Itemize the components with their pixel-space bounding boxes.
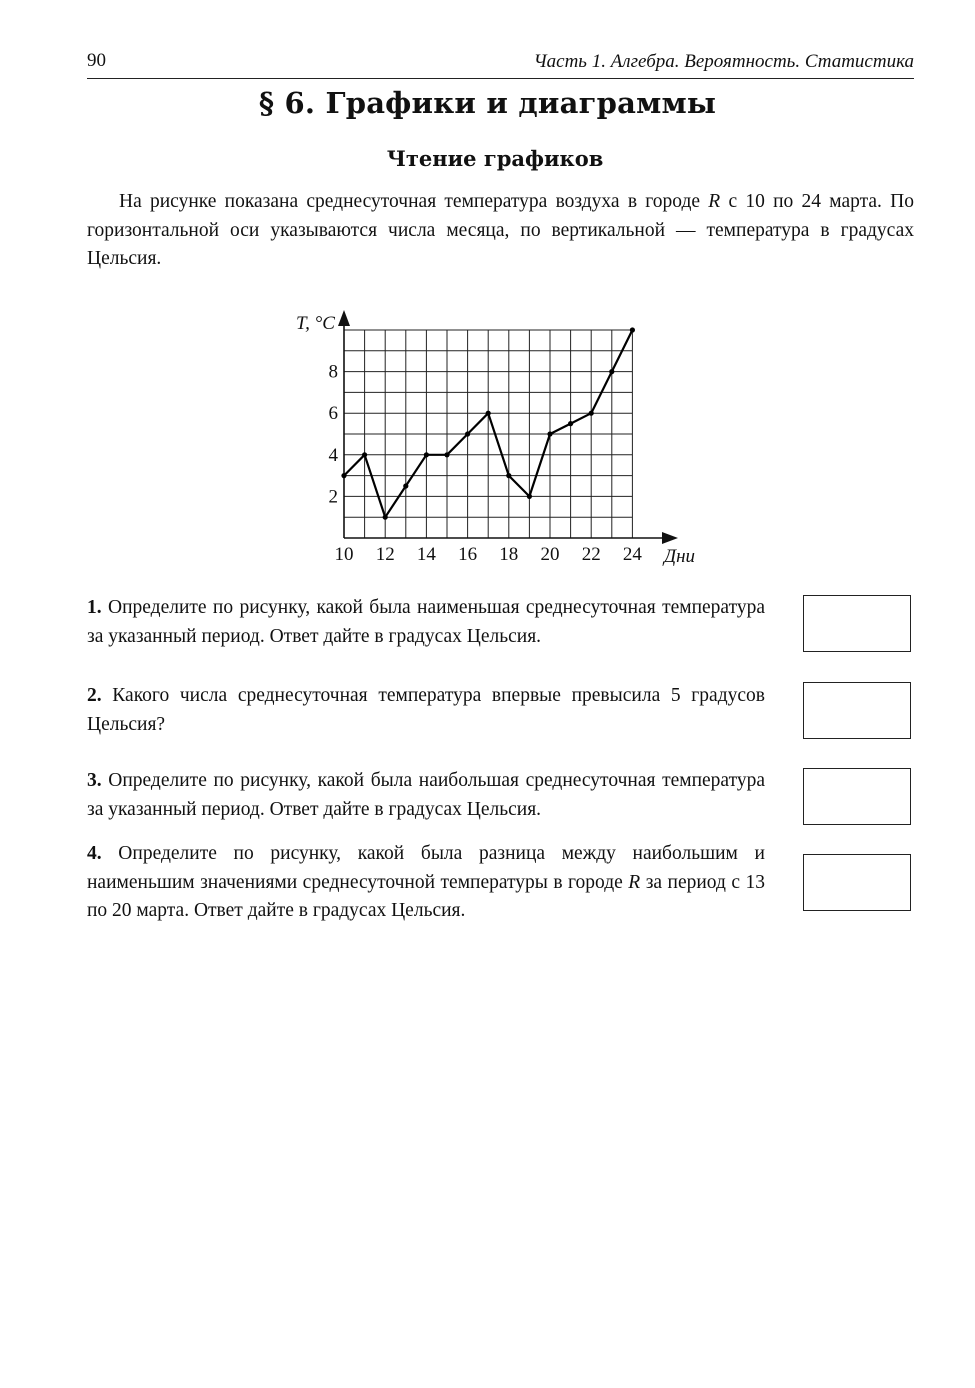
data-point xyxy=(424,452,429,457)
answer-box-1[interactable] xyxy=(803,595,911,652)
task-number: 1. xyxy=(87,597,102,618)
page-number: 90 xyxy=(87,50,106,71)
data-point xyxy=(568,421,573,426)
intro-text-1: На рисунке показана среднесуточная температура воздуха в городе xyxy=(119,191,709,212)
y-axis-arrow xyxy=(338,310,350,326)
data-point xyxy=(630,327,635,332)
data-point xyxy=(609,369,614,374)
data-point xyxy=(362,452,367,457)
answer-box-2[interactable] xyxy=(803,682,911,739)
task-text-before: Определите по рисунку, какой была разница между наибольшим и наименьшим значениями среднесуточной температуры в городе xyxy=(87,843,765,893)
x-tick-label: 24 xyxy=(622,544,642,565)
x-tick-label: 18 xyxy=(499,544,519,565)
data-point xyxy=(465,431,470,436)
task-number: 2. xyxy=(87,685,102,706)
task-1 xyxy=(87,594,765,651)
answer-box-4[interactable] xyxy=(803,854,911,911)
data-point xyxy=(444,452,449,457)
x-tick-label: 22 xyxy=(581,544,601,565)
intro-text-2: с 10 по 24 марта. По горизонтальной оси указываются числа месяца, по вертикальной — температура в градусах Цельсия. xyxy=(87,191,914,269)
intro-paragraph xyxy=(87,188,914,274)
data-point xyxy=(403,483,408,488)
x-tick-label: 12 xyxy=(375,544,395,565)
task-number: 3. xyxy=(87,770,102,791)
answer-box-3[interactable] xyxy=(803,768,911,825)
data-point xyxy=(547,431,552,436)
data-point xyxy=(506,473,511,478)
x-axis-arrow xyxy=(662,532,678,544)
data-point xyxy=(383,515,388,520)
running-header xyxy=(87,48,914,79)
x-axis-label: Дни xyxy=(664,546,696,567)
data-point xyxy=(486,411,491,416)
y-tick-label: 2 xyxy=(328,486,338,508)
y-axis-label: T, °C xyxy=(296,313,335,334)
task-2 xyxy=(87,682,765,739)
x-tick-label: 14 xyxy=(416,544,436,565)
y-tick-label: 8 xyxy=(328,361,338,383)
subsection-title: Чтение графиков xyxy=(386,146,604,171)
x-tick-label: 20 xyxy=(540,544,560,565)
y-tick-label: 4 xyxy=(328,444,338,466)
task-text: Определите по рисунку, какой была наибольшая среднесуточная температура за указанный период. Ответ дайте в градусах Цельсия. xyxy=(87,770,766,820)
task-text: Какого числа среднесуточная температура впервые превысила 5 градусов Цельсия? xyxy=(87,685,765,735)
task-text: Определите по рисунку, какой была наименьшая среднесуточная температура за указанный период. Ответ дайте в градусах Цельсия. xyxy=(87,597,765,647)
task-3 xyxy=(87,767,765,824)
running-section-title: Часть 1. Алгебра. Вероятность. Статистика xyxy=(533,51,914,72)
intro-city: R xyxy=(708,191,721,212)
task-number: 4. xyxy=(87,843,102,864)
y-tick-label: 6 xyxy=(328,403,338,425)
task-text-after: за период с 13 по 20 марта. Ответ дайте в градусах Цельсия. xyxy=(87,871,765,921)
task-4 xyxy=(87,840,765,926)
x-tick-label: 10 xyxy=(334,544,354,565)
x-tick-label: 16 xyxy=(458,544,478,565)
section-title: § 6. Графики и диаграммы xyxy=(258,86,717,120)
data-point xyxy=(341,473,346,478)
data-point xyxy=(589,411,594,416)
task-city: R xyxy=(628,871,641,893)
data-point xyxy=(527,494,532,499)
temperature-chart xyxy=(285,305,715,575)
